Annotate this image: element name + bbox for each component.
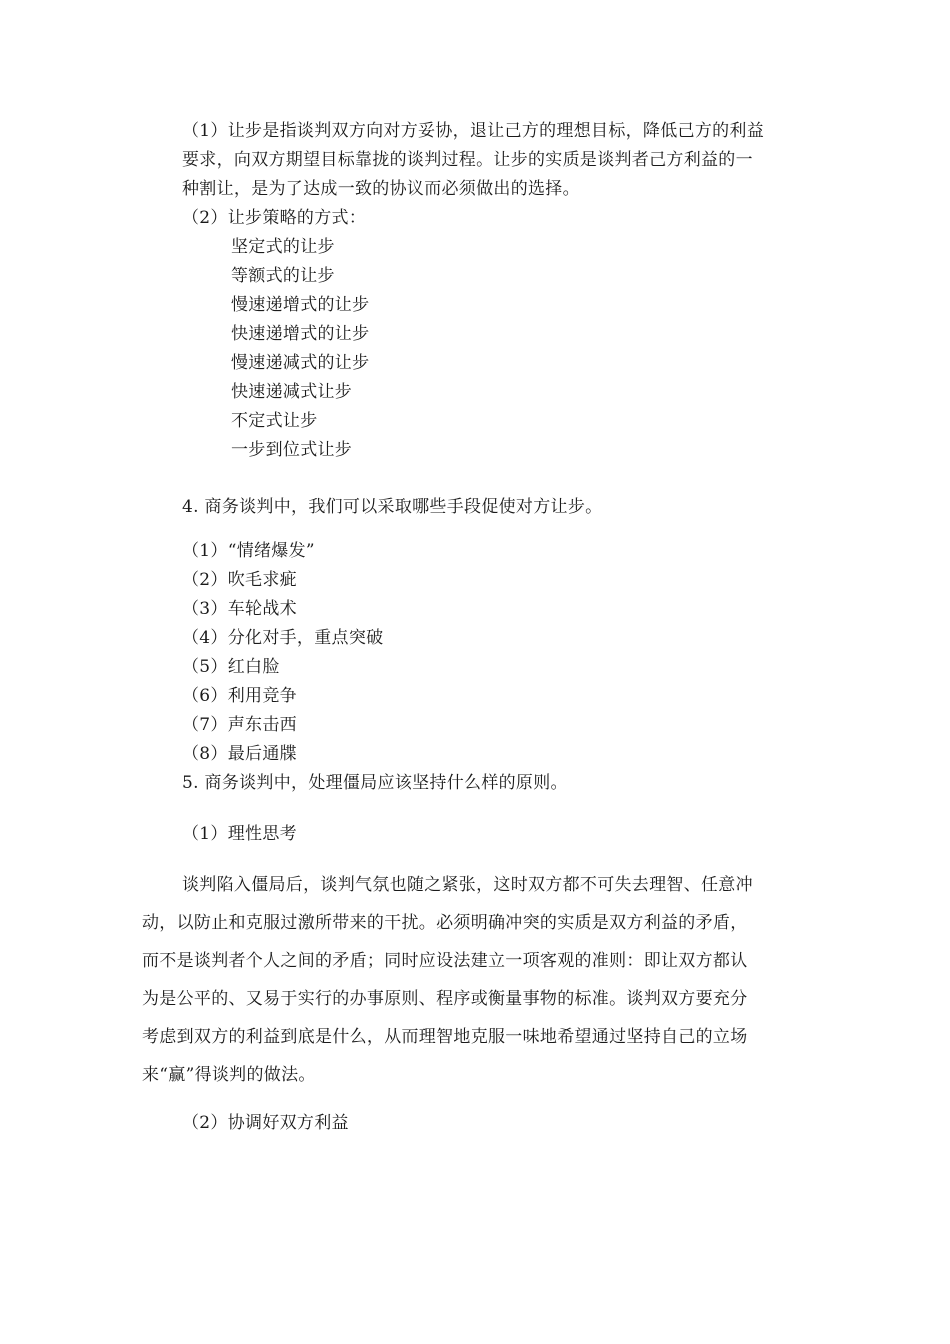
concession-definition-line-1: （1）让步是指谈判双方向对方妥协，退让己方的理想目标，降低己方的利益 — [182, 121, 765, 141]
concession-method-item: 坚定式的让步 — [231, 237, 335, 257]
question-4-item: （5）红白脸 — [182, 657, 280, 677]
question-4-item: （4）分化对手，重点突破 — [182, 628, 384, 648]
question-4-item: （1）“情绪爆发” — [182, 541, 315, 561]
concession-definition-line-3: 种割让，是为了达成一致的协议而必须做出的选择。 — [182, 179, 580, 199]
question-4-item: （2）吹毛求疵 — [182, 570, 297, 590]
concession-methods-heading: （2）让步策略的方式： — [182, 208, 367, 228]
principle-2-heading: （2）协调好双方利益 — [182, 1113, 349, 1133]
question-4-title: 4. 商务谈判中，我们可以采取哪些手段促使对方让步。 — [182, 497, 603, 517]
concession-method-item: 慢速递减式的让步 — [231, 353, 370, 373]
concession-definition-line-2: 要求，向双方期望目标靠拢的谈判过程。让步的实质是谈判者己方利益的一 — [182, 150, 753, 170]
concession-method-item: 一步到位式让步 — [231, 440, 353, 460]
principle-1-paragraph-line: 来“赢”得谈判的做法。 — [142, 1065, 316, 1085]
principle-1-paragraph-line: 考虑到双方的利益到底是什么，从而理智地克服一味地希望通过坚持自己的立场 — [142, 1027, 748, 1047]
question-4-item: （8）最后通牒 — [182, 744, 297, 764]
question-4-item: （7）声东击西 — [182, 715, 297, 735]
principle-1-paragraph-line: 动，以防止和克服过激所带来的干扰。必须明确冲突的实质是双方利益的矛盾， — [142, 913, 748, 933]
principle-1-heading: （1）理性思考 — [182, 824, 297, 844]
question-4-item: （6）利用竞争 — [182, 686, 297, 706]
principle-1-paragraph-line: 而不是谈判者个人之间的矛盾；同时应设法建立一项客观的准则：即让双方都认 — [142, 951, 748, 971]
concession-method-item: 慢速递增式的让步 — [231, 295, 370, 315]
principle-1-paragraph-line: 为是公平的、又易于实行的办事原则、程序或衡量事物的标准。谈判双方要充分 — [142, 989, 748, 1009]
concession-method-item: 等额式的让步 — [231, 266, 335, 286]
question-5-title: 5. 商务谈判中，处理僵局应该坚持什么样的原则。 — [182, 773, 568, 793]
concession-method-item: 不定式让步 — [231, 411, 318, 431]
concession-method-item: 快速递减式让步 — [231, 382, 353, 402]
question-4-item: （3）车轮战术 — [182, 599, 297, 619]
concession-method-item: 快速递增式的让步 — [231, 324, 370, 344]
principle-1-paragraph-line: 谈判陷入僵局后，谈判气氛也随之紧张，这时双方都不可失去理智、任意冲 — [182, 875, 753, 895]
